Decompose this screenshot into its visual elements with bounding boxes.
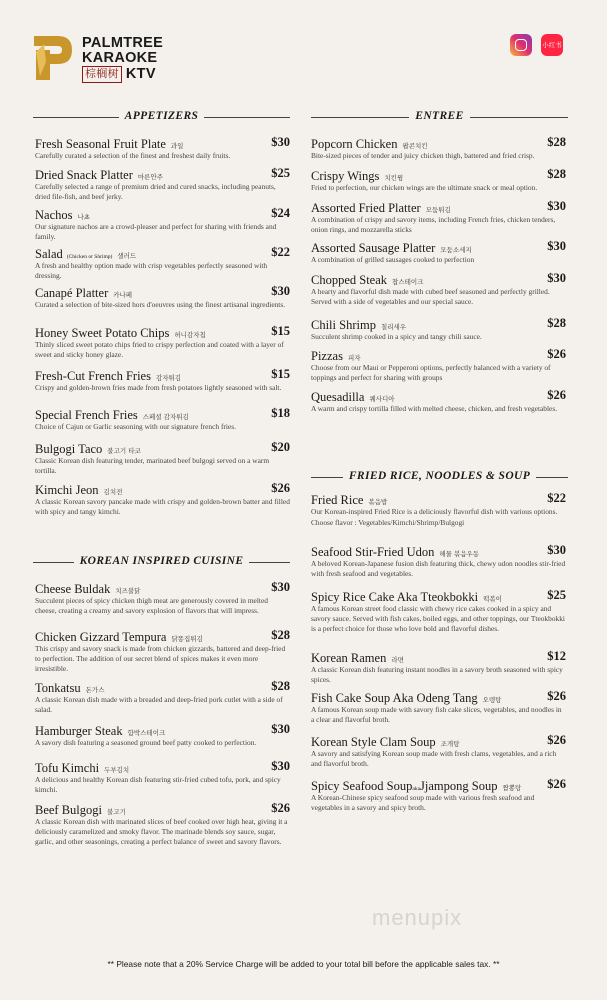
item-korean: 불고기 [107,808,126,816]
item-description: Fried to perfection, our chicken wings are the ultimate snack or meal option. [311,183,538,192]
item-note: (Chicken or Shrimp) [66,254,113,260]
item-price: $30 [547,271,566,285]
item-korean: 샐러드 [117,252,137,260]
item-description: Carefully selected a range of premium dried and cured snacks, including peanuts, dried file-fish, and beef jerky. [35,182,276,201]
menu-item [311,199,566,235]
item-korean: 짬뽕탕 [502,784,522,792]
item-korean: 조개탕 [440,740,460,748]
item-description: Curated a selection of bite-sized hors d'oeuvres using the finest artisanal ingredients. [35,300,286,309]
item-korean: 마른안주 [137,173,164,181]
item-name: Quesadilla [311,390,365,404]
item-korean: 퀘사디아 [369,395,395,403]
menu-item [35,628,290,674]
item-price: $26 [271,481,290,495]
item-name: Tofu Kimchi [35,761,100,775]
item-description: A classic Korean dish featuring instant noodles in a savory broth seasoned with spicy spices. [311,665,563,684]
menu-item [35,481,290,517]
item-price: $26 [547,733,566,747]
item-korean: 찹스테이크 [392,278,424,286]
menu-item [311,167,566,193]
menu-item [35,367,290,393]
section-entree-title: ENTREE [409,110,469,122]
brand-name [82,36,163,83]
menu-item [311,491,566,528]
menu-item [311,543,566,579]
menu-item [35,135,290,161]
item-korean: 스페셜 감자튀김 [142,413,189,421]
item-price: $20 [271,440,290,454]
menu-item [35,406,290,432]
item-price: $26 [547,689,566,703]
item-name: Assorted Sausage Platter [311,241,436,255]
brand-line1: PALMTREE [82,35,164,51]
item-korean: 과일 [170,142,184,150]
menu-item [311,689,566,725]
item-korean: 불고기 타코 [107,447,141,455]
item-korean: 두부김치 [104,766,130,774]
item-price: $30 [271,759,290,773]
item-name: Popcorn Chicken [311,137,398,151]
menu-item [311,388,566,414]
item-description: Crispy and golden-brown fries made from fresh potatoes lightly seasoned with salt. [35,383,282,392]
item-name: Assorted Fried Platter [311,201,421,215]
section-korean [33,555,290,569]
menu-item [35,284,290,310]
watermark: menupix [372,905,463,930]
item-name: Korean Ramen [311,651,387,665]
item-price: $24 [271,206,290,220]
item-description: A beloved Korean-Japanese fusion dish featuring thick, chewy udon noodles stir-fried with fresh seafood and vegetables. [311,559,566,578]
service-charge-note: ** Please note that a 20% Service Charge will be added to your total bill before the applicable sales tax. ** [107,959,500,969]
brand-chinese: 棕榈树 [82,66,122,83]
item-name: Spicy Seafood Soup [311,779,413,793]
item-name: Chicken Gizzard Tempura [35,630,167,644]
brand-ktv: KTV [125,66,156,82]
item-name: Seafood Stir-Fried Udon [311,545,435,559]
item-name: Fresh Seasonal Fruit Plate [35,137,166,151]
item-name: Chopped Steak [311,273,388,287]
item-description: Bite-sized pieces of tender and juicy chicken thigh, battered and fried crisp. [311,151,535,160]
item-price: $26 [547,777,566,791]
item-korean: 떡볶이 [483,595,502,603]
item-korean: 오뎅탕 [482,696,502,704]
section-appetizers-title: APPETIZERS [119,110,205,122]
item-name: Spicy Rice Cake Aka Tteokbokki [311,590,479,604]
item-description: Our Korean-inspired Fried Rice is a deliciously flavorful dish with various options. [311,507,558,516]
item-korean: 라면 [391,656,404,664]
item-korean: 볶음밥 [368,498,388,506]
item-price: $30 [271,580,290,594]
palm-logo-icon [28,32,76,84]
item-description: A classic Korean savory pancake made with crispy and golden-brown batter and filled with spicy and tangy kimchi. [35,497,290,516]
menu-item [311,777,566,813]
item-price: $15 [271,367,290,381]
item-description: Thinly sliced sweet potato chips fried to crispy perfection and coated with a layer of sweet and sticky honey glaze. [35,340,284,359]
section-fried-title: FRIED RICE, NOODLES & SOUP [343,470,536,482]
item-price: $22 [271,245,290,259]
item-description: Our signature nachos are a crowd-pleaser and perfect for sharing with friends and family. [35,222,277,241]
item-description: A combination of crispy and savory items, including French fries, chicken tenders, onion rings, and mozzarella sticks [311,215,556,234]
item-price: $30 [547,543,566,557]
item-name: Pizzas [311,349,343,363]
item-price: $30 [271,722,290,736]
item-description: A delicious and healthy Korean dish featuring stir-fried cubed tofu, pork, and spicy kimchi. [35,775,281,794]
item-korean: 카나페 [113,291,133,299]
item-korean: 팝콘치킨 [402,142,428,150]
item-name: Fish Cake Soup Aka Odeng Tang [311,691,478,705]
item-price: $12 [547,649,566,663]
item-name: Salad [35,247,63,261]
item-price: $26 [271,801,290,815]
item-options: Choose flavor : Vegetables/Kimchi/Shrimp/Bulgogi [311,517,465,527]
menu-item [35,580,290,616]
menu-item [311,316,566,342]
menu-item [35,324,290,360]
menu-item [35,759,290,795]
item-name: Dried Snack Platter [35,168,133,182]
item-price: $30 [271,135,290,149]
item-description: A warm and crispy tortilla filled with melted cheese, chicken, and fresh vegetables. [311,404,558,413]
section-fried [311,470,568,484]
menu-item [35,166,290,202]
item-name: Crispy Wings [311,169,380,183]
item-description: A savory and satisfying Korean soup made with fresh clams, vegetables, and a rich and flavorful broth. [311,749,557,768]
item-description: A hearty and flavorful dish made with cubed beef seasoned and perfectly grilled. Served with a side of vegetables and our special sauce. [311,287,550,306]
menu-item [35,679,290,715]
item-description: A Korean-Chinese spicy seafood soup made with various fresh seafood and vegetables in a savory and spicy broth. [311,793,535,812]
menu-item [311,649,566,685]
item-korean: 닭똥집튀김 [171,635,203,643]
item-name: Honey Sweet Potato Chips [35,326,170,340]
item-price: $30 [271,284,290,298]
item-name: Hamburger Steak [35,724,123,738]
item-korean: 칠리새우 [380,323,407,331]
item-aka: aka [412,786,421,792]
item-korean: 나쵸 [77,213,91,221]
item-description: Carefully curated a selection of the finest and freshest daily fruits. [35,151,231,160]
menu-item [311,733,566,769]
item-name-alt: Jjampong Soup [420,779,498,793]
item-name: Chili Shrimp [311,318,376,332]
item-price: $28 [547,167,566,181]
brand-line2: KARAOKE [82,50,158,66]
item-name: Fried Rice [311,493,364,507]
item-price: $25 [547,588,566,602]
item-price: $28 [271,628,290,642]
item-description: A combination of grilled sausages cooked to perfection [311,255,475,264]
menu-item [35,206,290,242]
item-korean: 치킨윙 [384,174,404,182]
item-description: Succulent pieces of spicy chicken thigh meat are generously covered in melted cheese, creating a creamy and savory explosion of flavors that will impress. [35,596,268,615]
menu-item [311,588,566,634]
item-description: A fresh and healthy option made with crisp vegetables perfectly seasoned with dressing. [35,261,268,280]
item-description: A famous Korean soup made with savory fish cake slices, vegetables, and noodles in a clear and flavorful broth. [311,705,562,724]
item-name: Fresh-Cut French Fries [35,369,151,383]
menu-item [35,245,290,281]
menu-item [35,801,290,847]
menu-item [35,722,290,748]
item-description: Choice of Cajun or Garlic seasoning with our signature french fries. [35,422,236,431]
menu-item [311,271,566,307]
item-price: $26 [547,388,566,402]
item-price: $22 [547,491,566,505]
item-description: This crispy and savory snack is made from chicken gizzards, battered and deep-fried to perfection. The addition of our secret blend of spices makes it even more irresistible. [35,644,286,673]
item-price: $25 [271,166,290,180]
item-name: Kimchi Jeon [35,483,99,497]
item-description: Classic Korean dish featuring tender, marinated beef bulgogi served on a warm tortilla. [35,456,270,475]
item-korean: 피자 [347,354,361,362]
menu-item [311,239,566,265]
item-price: $28 [547,135,566,149]
item-korean: 허니감자칩 [174,331,206,339]
item-description: A classic Korean dish with marinated slices of beef cooked over high heat, giving it a deliciously caramelized and smoky flavor. The marinade blends soy sauce, sugar, garlic, and other seasonings, creating a perfect balance of sweet and savory flavors. [35,817,288,846]
item-name: Nachos [35,208,73,222]
item-korean: 모둠소세지 [440,246,472,254]
item-korean: 해물 볶음우동 [439,550,480,558]
item-korean: 김치전 [103,488,123,496]
menu-item [35,440,290,476]
item-description: Choose from our Maui or Pepperoni options, perfectly balanced with a variety of toppings and perfect for sharing with groups [311,363,551,382]
section-entree [311,110,568,124]
item-korean: 돈가스 [85,686,105,694]
section-appetizers [33,110,290,124]
menu-item [311,135,566,161]
item-price: $18 [271,406,290,420]
item-price: $26 [547,347,566,361]
item-price: $30 [547,199,566,213]
item-price: $28 [547,316,566,330]
item-description: A classic Korean dish made with a breaded and deep-fried pork cutlet with a side of salad. [35,695,283,714]
item-name: Canapé Platter [35,286,109,300]
item-korean: 모둠튀김 [425,206,451,214]
item-name: Bulgogi Taco [35,442,103,456]
item-name: Tonkatsu [35,681,81,695]
item-description: A famous Korean street food classic with chewy rice cakes cooked in a spicy and savory sauce. Served with fish cakes, boiled eggs, and other toppings, our Tteokbokki is a perfect choice for those who love bold and flavorful dishes. [311,604,565,633]
item-korean: 감자튀김 [155,374,182,382]
item-name: Beef Bulgogi [35,803,103,817]
item-name: Cheese Buldak [35,582,111,596]
item-korean: 함박스테이크 [127,729,166,737]
xiaohongshu-icon[interactable]: 小红书 [541,34,563,56]
menu-item [311,347,566,383]
item-price: $30 [547,239,566,253]
item-description: A savory dish featuring a seasoned ground beef patty cooked to perfection. [35,738,257,747]
item-price: $15 [271,324,290,338]
item-name: Special French Fries [35,408,138,422]
section-korean-title: KOREAN INSPIRED CUISINE [74,555,250,567]
item-name: Korean Style Clam Soup [311,735,436,749]
instagram-icon[interactable] [510,34,532,56]
item-description: Succulent shrimp cooked in a spicy and tangy chili sauce. [311,332,482,341]
item-korean: 치즈불닭 [115,587,141,595]
item-price: $28 [271,679,290,693]
